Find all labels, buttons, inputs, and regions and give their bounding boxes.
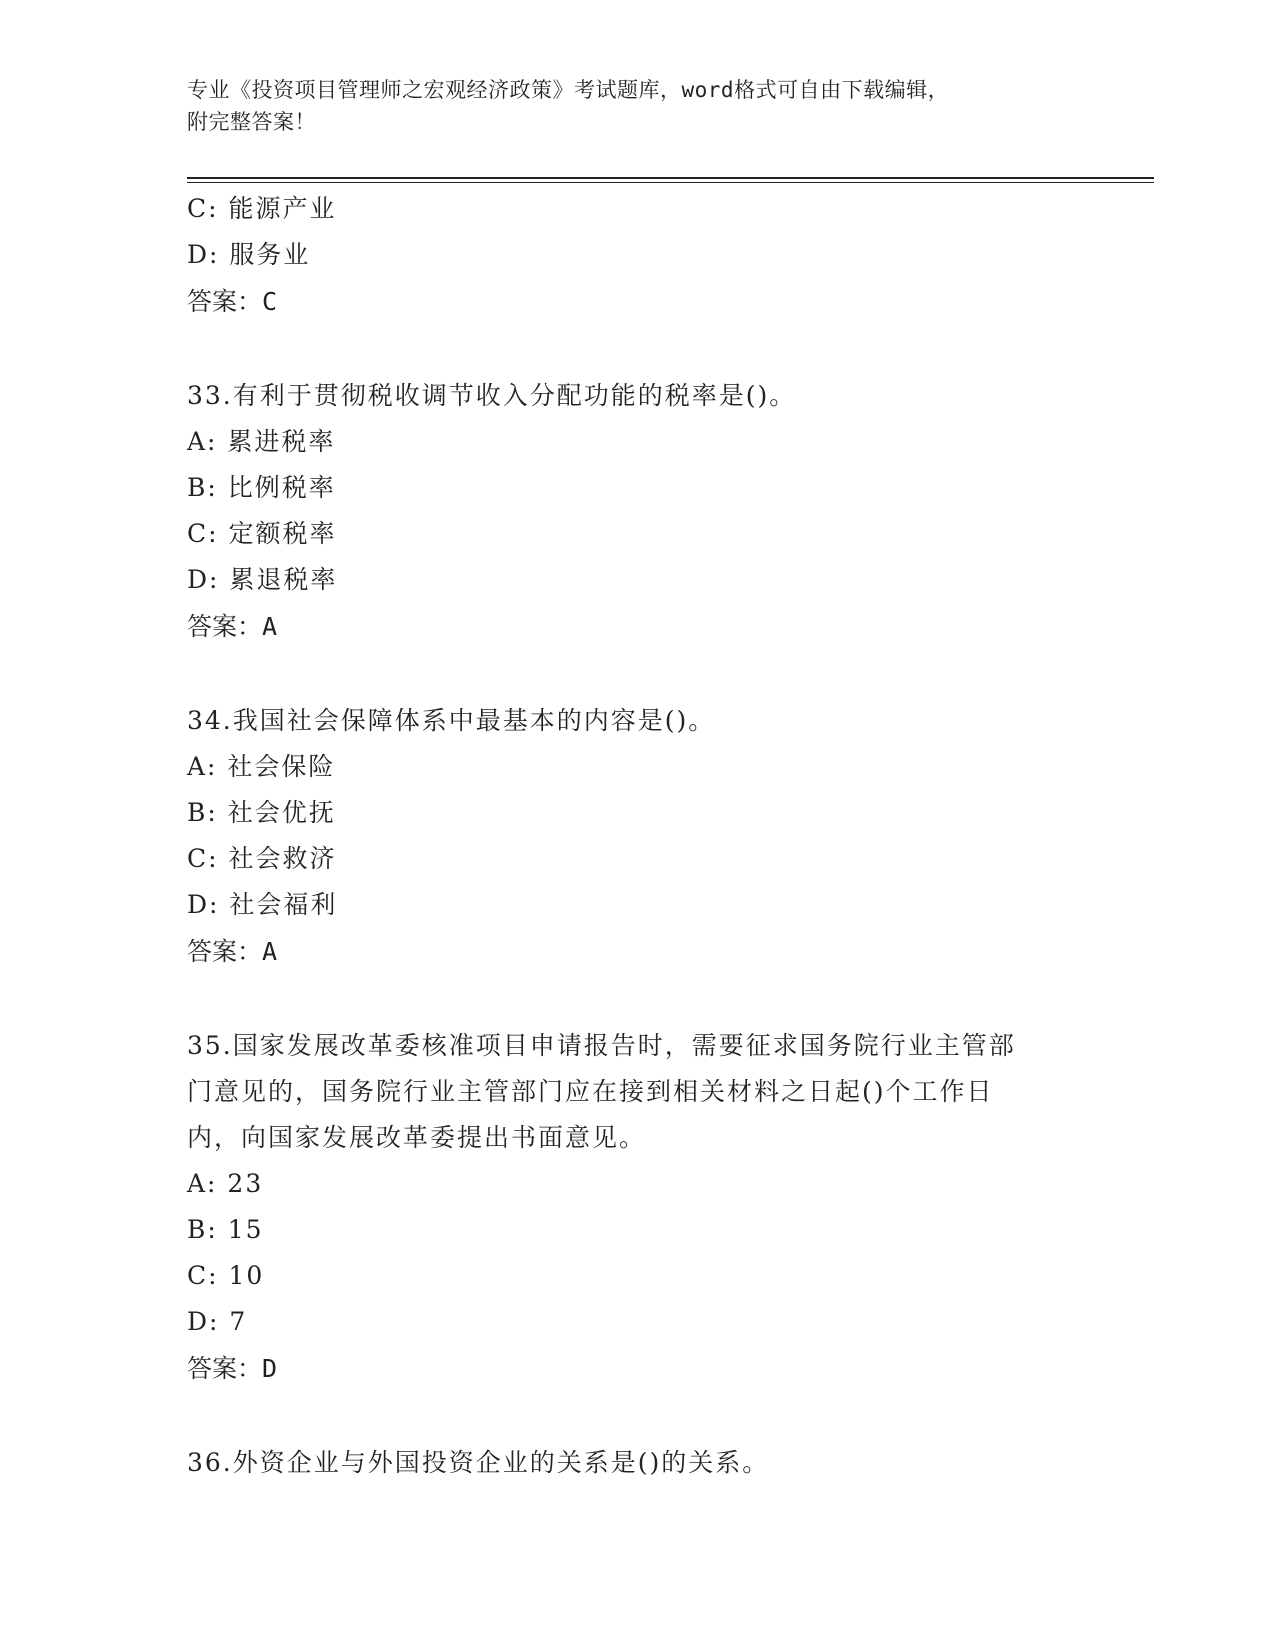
question-stem: 36.外资企业与外国投资企业的关系是()的关系。: [187, 1448, 770, 1477]
answer-line: 答案：A: [187, 937, 278, 966]
spacer: [187, 651, 1087, 698]
header-divider-thin: [187, 182, 1154, 183]
answer-line: 答案：D: [187, 1354, 278, 1383]
question-block-32: [187, 186, 1087, 326]
spacer: [187, 326, 1087, 373]
option-c: C: 能源产业: [187, 194, 337, 223]
header-note: [187, 74, 1087, 138]
option-c: C: 社会救济: [187, 844, 337, 873]
question-stem: 34.我国社会保障体系中最基本的内容是()。: [187, 706, 716, 735]
option-d: D: 社会福利: [187, 890, 338, 919]
option-c: C: 10: [187, 1261, 265, 1290]
question-block-33: [187, 373, 1087, 651]
question-stem-line-1: 35.国家发展改革委核准项目申请报告时，需要征求国务院行业主管部: [187, 1031, 1016, 1060]
option-a: A: 累进税率: [187, 427, 336, 456]
question-block-35: [187, 1023, 1087, 1393]
header-divider-thick: [187, 177, 1154, 179]
question-list: [187, 186, 1087, 1486]
option-b: B: 社会优抚: [187, 798, 336, 827]
answer-line: 答案：C: [187, 287, 278, 316]
question-block-36: [187, 1440, 1087, 1486]
option-a: A: 社会保险: [187, 752, 336, 781]
question-stem-line-3: 内，向国家发展改革委提出书面意见。: [187, 1123, 647, 1152]
option-b: B: 比例税率: [187, 473, 336, 502]
option-c: C: 定额税率: [187, 519, 337, 548]
question-stem-line-2: 门意见的，国务院行业主管部门应在接到相关材料之日起()个工作日: [187, 1077, 994, 1106]
option-d: D: 服务业: [187, 240, 311, 269]
question-stem: 33.有利于贯彻税收调节收入分配功能的税率是()。: [187, 381, 797, 410]
option-b: B: 15: [187, 1215, 264, 1244]
answer-line: 答案：A: [187, 612, 278, 641]
option-d: D: 7: [187, 1307, 248, 1336]
option-d: D: 累退税率: [187, 565, 338, 594]
spacer: [187, 976, 1087, 1023]
spacer: [187, 1393, 1087, 1440]
header-note-line-1: 专业《投资项目管理师之宏观经济政策》考试题库，word格式可自由下载编辑，: [187, 78, 950, 102]
question-block-34: [187, 698, 1087, 976]
header-note-line-2: 附完整答案！: [187, 110, 316, 134]
option-a: A: 23: [187, 1169, 264, 1198]
